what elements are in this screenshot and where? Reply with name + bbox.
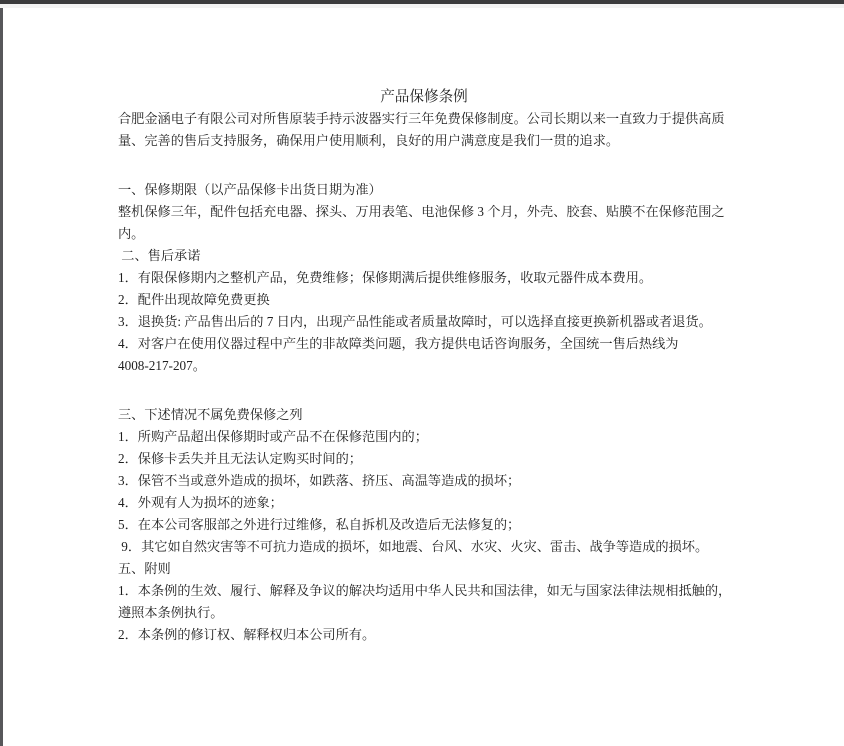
text-line: 4．对客户在使用仪器过程中产生的非故障类问题，我方提供电话咨询服务，全国统一售后热线为 (118, 336, 679, 351)
text-line: 一、保修期限（以产品保修卡出货日期为准） (118, 182, 382, 197)
text-line: 9．其它如自然灾害等不可抗力造成的损坏，如地震、台风、水灾、火灾、雷击、战争等造成的损坏。 (118, 539, 709, 554)
text-line: 1．所购产品超出保修期时或产品不在保修范围内的； (118, 429, 428, 444)
text-line: 量、完善的售后支持服务，确保用户使用顺利，良好的用户满意度是我们一贯的追求。 (118, 133, 620, 148)
text-line: 内。 (118, 226, 145, 241)
document-title: 产品保修条例 (380, 89, 468, 105)
text-line: 1．本条例的生效、履行、解释及争议的解决均适用中华人民共和国法律，如无与国家法律法规相抵触的， (118, 583, 732, 598)
text-line: 4008-217-207。 (118, 358, 206, 373)
text-line: 三、下述情况不属免费保修之列 (118, 407, 303, 422)
blank-line (118, 377, 730, 404)
text-line: 3．保管不当或意外造成的损坏，如跌落、挤压、高温等造成的损坏； (118, 473, 521, 488)
text-line: 3．退换货: 产品售出后的 7 日内，出现产品性能或者质量故障时，可以选择直接更换新机器或者退货。 (118, 314, 712, 329)
text-line: 合肥金涵电子有限公司对所售原装手持示波器实行三年免费保修制度。公司长期以来一直致力于提供高质 (118, 111, 725, 126)
window-left-edge (0, 0, 3, 746)
text-line: 5．在本公司客服部之外进行过维修，私自拆机及改造后无法修复的； (118, 517, 521, 532)
text-line: 2．保修卡丢失并且无法认定购买时间的； (118, 451, 362, 466)
window-top-strip (0, 4, 844, 8)
text-line: 2．本条例的修订权、解释权归本公司所有。 (118, 627, 376, 642)
text-line: 遵照本条例执行。 (118, 605, 224, 620)
text-line: 五、附则 (118, 561, 171, 576)
text-line: 整机保修三年，配件包括充电器、探头、万用表笔、电池保修 3 个月，外壳、胶套、贴膜不在保修范围之 (118, 204, 725, 219)
blank-line (118, 152, 730, 179)
text-line: 1．有限保修期内之整机产品，免费维修；保修期满后提供维修服务，收取元器件成本费用。 (118, 270, 653, 285)
document-body (118, 86, 730, 646)
window-top-edge (0, 0, 844, 4)
text-line: 二、售后承诺 (118, 248, 201, 263)
text-line: 4．外观有人为损坏的迹象； (118, 495, 283, 510)
text-line: 2．配件出现故障免费更换 (118, 292, 270, 307)
